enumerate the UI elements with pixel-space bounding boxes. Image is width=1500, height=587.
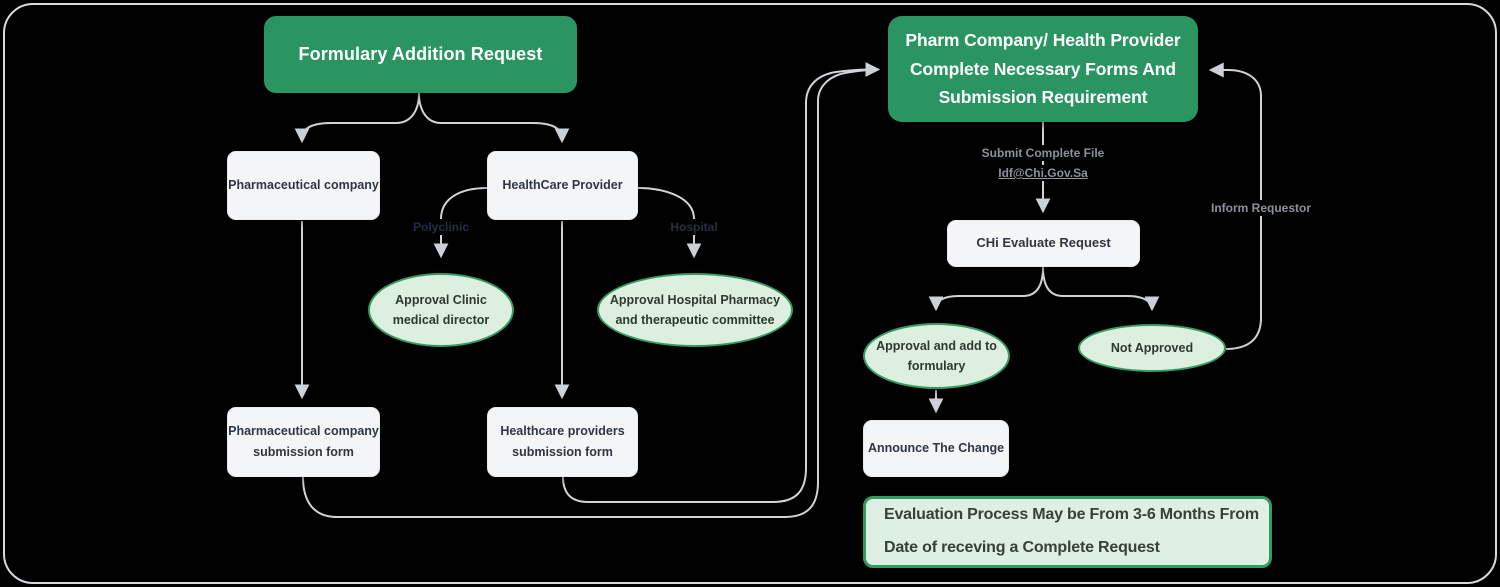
node-approval-hospital-pharmacy-committee [597, 273, 793, 347]
node-label-line1: Approval and add to [876, 339, 997, 353]
node-announce-the-change [863, 420, 1009, 477]
node-label: Not Approved [1110, 341, 1194, 355]
node-label: HealthCare Provider [502, 177, 623, 192]
edge-label-submit-email [991, 165, 1094, 181]
node-label: Formulary Addition Request [298, 44, 543, 64]
edge-root-to-provider [419, 93, 562, 141]
edge-chi-to-approve [936, 267, 1043, 309]
note-line1: Evaluation Process May be From 3-6 Months From [884, 506, 1259, 524]
node-chi-evaluate-request [947, 220, 1140, 267]
node-label-line1: Pharm Company/ Health Provider [905, 30, 1181, 51]
node-not-approved [1078, 324, 1226, 372]
node-label-line1: Pharmaceutical company [228, 423, 379, 438]
node-label-line3: Submission Requirement [938, 87, 1148, 108]
node-label: Announce The Change [867, 440, 1005, 455]
node-label: Pharmaceutical company [228, 177, 379, 192]
note-line2: Date of receving a Complete Request [884, 539, 1160, 556]
node-complete-forms [888, 16, 1198, 122]
edge-label-hospital: Hospital [663, 219, 724, 235]
node-label-line2: formulary [907, 359, 966, 373]
node-label-line2: Complete Necessary Forms And [910, 58, 1176, 79]
edge-label-submit-complete-file: Submit Complete File [975, 145, 1112, 161]
edge-root-to-pharma [302, 93, 419, 141]
node-pharmaceutical-company [227, 151, 380, 220]
node-label-line2: and therapeutic committee [615, 313, 775, 327]
node-healthcare-provider [487, 151, 638, 220]
node-label-line1: Healthcare providers [500, 423, 625, 438]
edge-label-inform-requestor: Inform Requestor [1204, 200, 1318, 216]
node-approval-add-to-formulary [863, 323, 1010, 389]
evaluation-duration-note [863, 496, 1272, 568]
node-label-line1: Approval Hospital Pharmacy [609, 293, 781, 307]
node-pharma-submission-form [227, 407, 380, 477]
node-label-line2: submission form [253, 445, 354, 459]
node-label-line1: Approval Clinic [395, 293, 487, 307]
node-label: CHi Evaluate Request [976, 235, 1111, 251]
node-approval-clinic-medical-director [368, 273, 514, 347]
node-label-line2: medical director [392, 313, 490, 327]
node-label-line2: submission form [512, 445, 613, 459]
node-provider-submission-form [487, 407, 638, 477]
submission-email-link[interactable]: Idf@Chi.Gov.Sa [998, 166, 1088, 180]
node-formulary-addition-request [264, 16, 577, 93]
edge-chi-to-notapproved [1043, 267, 1152, 309]
edge-label-polyclinic: Polyclinic [406, 219, 476, 235]
